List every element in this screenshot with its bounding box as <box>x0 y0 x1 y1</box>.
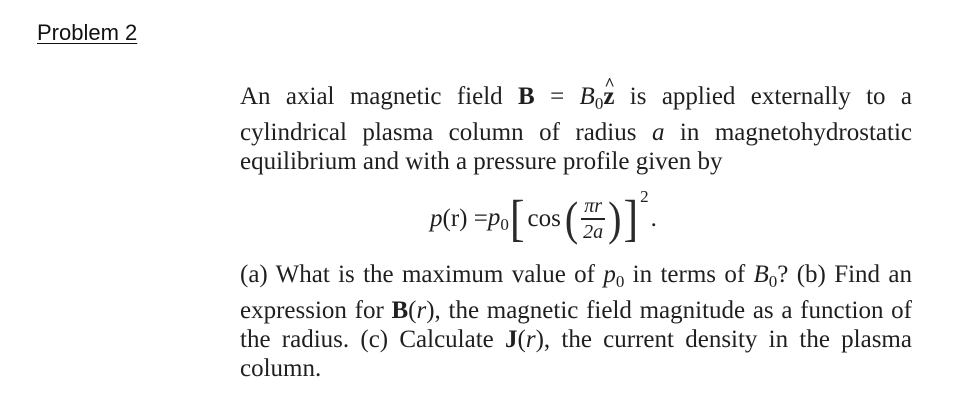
symbol-B0 <box>579 83 604 113</box>
q-symbol-p0-base: p <box>603 261 616 288</box>
intro-text-1: An axial magnetic field <box>240 83 519 110</box>
vector-B: B <box>518 83 535 110</box>
intro-text-3: in magnetohydrostatic equilibrium and with a pressure profile given by <box>240 119 912 175</box>
problem-heading: Problem 2 <box>37 20 138 45</box>
q-vector-B: B <box>391 297 409 324</box>
eq-left-bracket: [ <box>509 190 525 247</box>
eq-cos: cos <box>527 205 561 232</box>
symbol-a: a <box>651 119 665 146</box>
eq-p0-sub: 0 <box>500 214 509 234</box>
q-text-1: (a) What is the maximum value of <box>240 261 604 288</box>
q-text-6: ( <box>517 326 526 353</box>
eq-period: . <box>650 205 657 232</box>
intro-equals: = <box>534 83 580 110</box>
q-text-2: in terms of <box>624 261 754 288</box>
eq-exponent: 2 <box>640 187 649 206</box>
eq-fraction <box>581 195 605 242</box>
q-symbol-p0-sub: 0 <box>615 272 625 291</box>
eq-lhs-arg: (r) = <box>442 205 488 232</box>
q-text-7: ), the current density in the plasma column. <box>240 326 912 382</box>
unit-vector-z: z ^ <box>603 82 614 111</box>
problem-questions-paragraph <box>240 260 912 383</box>
q-vector-J: J <box>505 326 518 353</box>
eq-p0 <box>488 204 509 235</box>
equation-row <box>430 187 657 247</box>
q-symbol-r2: r <box>525 326 536 353</box>
eq-right-bracket: ] <box>623 190 639 247</box>
eq-p0-base: p <box>487 203 501 231</box>
intro-text-2: is applied externally to a cylindrical plasma column of radius <box>240 83 912 146</box>
q-symbol-B0-base: B <box>753 261 769 288</box>
q-text-3: ? (b) Find an expression for <box>240 261 912 324</box>
pressure-profile-equation <box>240 182 912 254</box>
q-symbol-p0 <box>603 261 625 291</box>
symbol-B0-sub: 0 <box>594 94 604 113</box>
eq-lhs-p: p <box>430 205 443 232</box>
q-text-4: ( <box>408 297 417 324</box>
problem-body <box>240 82 912 383</box>
eq-right-paren: ) <box>608 191 622 246</box>
eq-left-paren: ( <box>564 191 579 246</box>
q-text-5: ), the magnetic field magnitude as a function of the radius. (c) Calculate <box>240 297 912 353</box>
q-symbol-B0 <box>753 261 778 291</box>
symbol-B0-base: B <box>579 83 595 110</box>
eq-fraction-numerator: πr <box>584 195 603 218</box>
q-symbol-r1: r <box>416 297 427 324</box>
eq-fraction-denominator: 2a <box>583 220 604 243</box>
problem-intro-paragraph <box>240 82 912 176</box>
q-symbol-B0-sub: 0 <box>768 272 778 291</box>
